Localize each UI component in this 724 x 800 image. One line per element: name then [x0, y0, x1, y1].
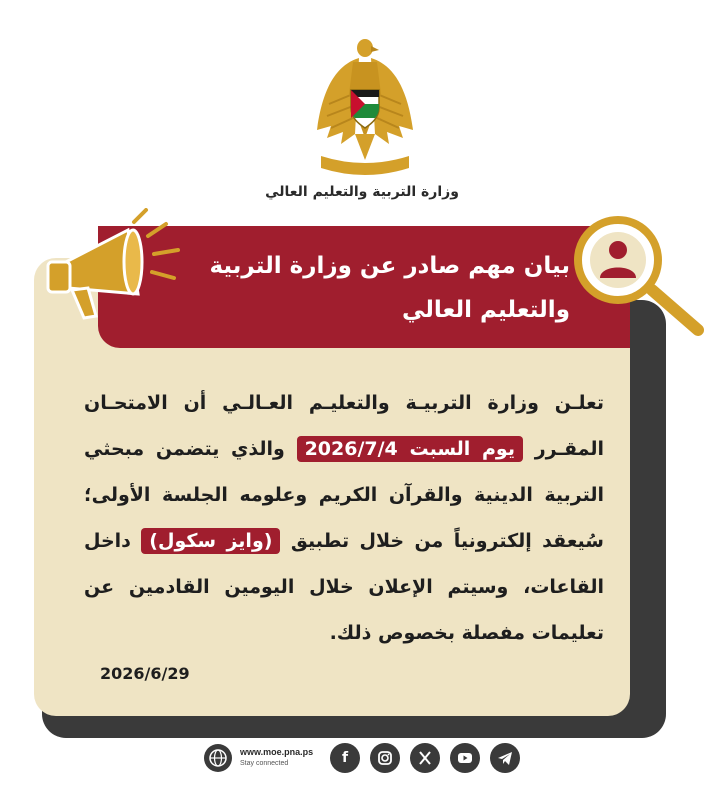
magnifier-person-icon [564, 214, 714, 344]
announcement-body [84, 380, 604, 656]
app-name-highlight: (وايز سكول) [141, 528, 280, 554]
publish-date: 2026/6/29 [100, 664, 190, 683]
announcement-title: بيان مهم صادر عن وزارة التربية والتعليم العالي [209, 253, 570, 323]
globe-icon[interactable] [204, 744, 232, 772]
youtube-icon[interactable] [450, 743, 480, 773]
instagram-icon[interactable] [370, 743, 400, 773]
body-part1: تعلـن وزارة التربيـة والتعليـم العـالـي أن الامتحـان المقـرر [84, 392, 604, 460]
x-icon[interactable] [410, 743, 440, 773]
body-part3: داخل القاعات، وسيتم الإعلان خلال اليومين القادمين عن تعليمات مفصلة بخصوص ذلك. [84, 530, 604, 644]
exam-date-highlight: يوم السبت 2026/7/4 [297, 436, 523, 462]
megaphone-icon [38, 208, 188, 328]
ministry-name: وزارة التربية والتعليم العالي [265, 184, 459, 200]
body-part2: والذي يتضمن مبحثي التربية الدينية والقرآن الكريم وعلومه الجلسة الأولى؛ سُيعقد إلكترونياً من خلال تطبيق [84, 438, 604, 552]
website-link[interactable]: www.moe.pna.ps [240, 747, 314, 757]
telegram-icon[interactable] [490, 743, 520, 773]
palestine-eagle-emblem [309, 34, 421, 184]
stay-connected-text: Stay connected [240, 760, 289, 767]
facebook-icon[interactable]: f [330, 743, 360, 773]
